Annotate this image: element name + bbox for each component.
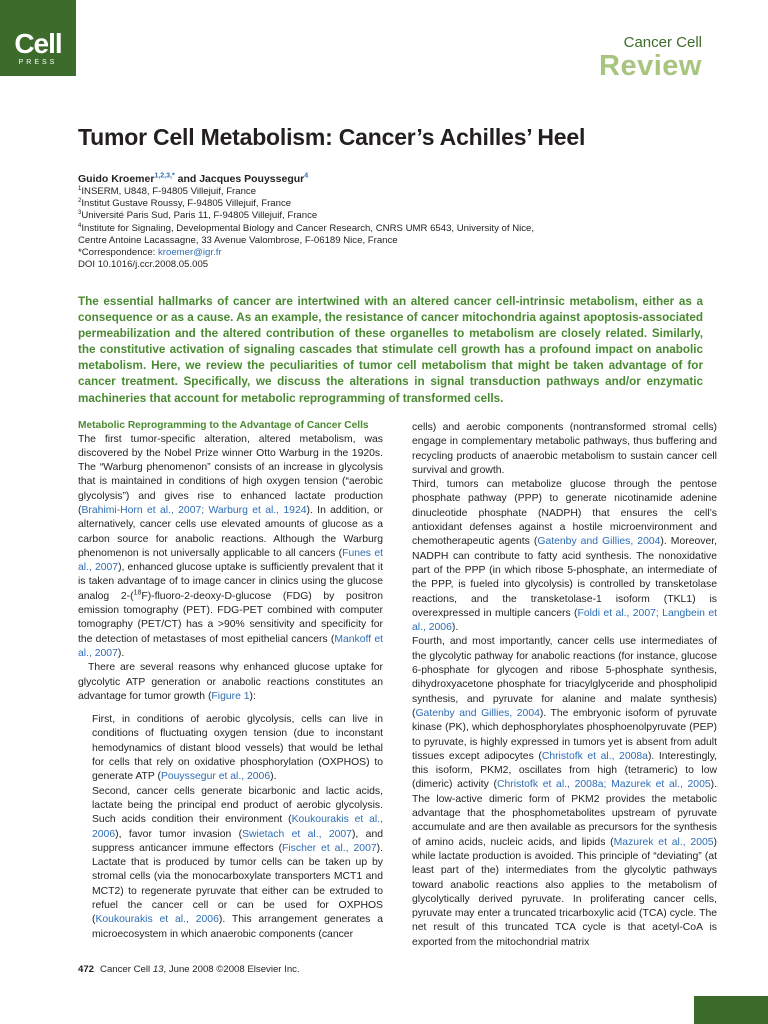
- affil-marker: 4: [78, 222, 82, 229]
- reference-link[interactable]: Christofk et al., 2008a: [541, 750, 648, 762]
- affil-marker: 2: [78, 198, 82, 205]
- reference-link[interactable]: Fischer et al., 2007: [282, 842, 377, 854]
- reference-link[interactable]: Foldi et al., 2007; Langbein et al., 2006: [412, 607, 717, 634]
- logo-cell-text: Cell: [14, 28, 62, 59]
- footer-journal: Cancer Cell: [100, 964, 151, 975]
- paragraph: The first tumor-specific alteration, altered metabolism, was discovered by the Nobel Prize winner Otto Warburg in the 1920s. The “Warburg phenomenon” consists of an increase in glycolysis that is maintained in conditions of high oxygen tension (“aerobic glycolysis”) and gives rise to enhanced lactate production (Brahimi-Horn et al., 2007; Warburg et al., 1924). In addition, or alternatively, cancer cells use elevated amounts of glucose as a carbon source for anabolic reactions. Although the Warburg phenomenon is not universally applicable to all cancers (Funes et al., 2007), enhanced glucose uptake is sufficiently prevalent that it is taken advantage of to image cancer in clinics using the glucose analog 2-($^{18}$F)-fluoro-2-deoxy-D-glucose (FDG) by positron emission tomography (PET). FDG-PET combined with computer tomography (PET/CT) has a >90% sensitivity and specificity for the detection of metastases of most epithelial cancers (Mankoff et al., 2007).: [78, 433, 384, 659]
- correspondence-label: *Correspondence:: [78, 247, 158, 259]
- abstract: The essential hallmarks of cancer are intertwined with an altered cancer cell-intrinsic metabolism, either as a consequence or as a cause. As an example, the resistance of cancer mitochondria against apoptosis-associated permeabilization and the altered contribution of these organelles to metabolism are closely related. Similarly, the constitutive activation of signaling cascades that stimulate cell growth has a profound impact on anabolic metabolism. Here, we review the peculiarities of tumor cell metabolism that might be taken advantage of for cancer treatment. Specifically, we discuss the alterations in signal transduction pathways and/or enzymatic machineries that account for metabolic reprogramming of transformed cells.: [78, 295, 703, 405]
- cell-press-logo: [0, 0, 76, 76]
- author-kroemer-affil: 1,2,3,*: [154, 172, 175, 180]
- affil-text: INSERM, U848, F-94805 Villejuif, France: [81, 186, 257, 197]
- paragraph: Third, tumors can metabolize glucose through the pentose phosphate pathway (PPP) to generate nicotinamide adenine dinucleotide phosphate (NADPH) that ensures the cell’s antioxidant defenses against a hostile microenvironment and chemotherapeutic agents (Gatenby and Gillies, 2004). Moreover, NADPH can contribute to fatty acid synthesis. The nonoxidative part of the PPP (in which ribose 5-phosphate, an intermediate of the PPP, is fueled into glycolysis) is controlled by transketolase reactions, and the transketolase-1 isoform (TKL1) is overexpressed in multiple cancers (Foldi et al., 2007; Langbein et al., 2006).: [412, 479, 717, 634]
- reference-link[interactable]: Christofk et al., 2008a; Mazurek et al., 2005: [497, 779, 711, 791]
- affil-marker: 3: [78, 210, 82, 217]
- affiliation-line: [78, 186, 534, 198]
- reference-link[interactable]: Koukourakis et al., 2006: [95, 914, 219, 926]
- affiliation-line: [78, 223, 534, 235]
- affil-text: Université Paris Sud, Paris 11, F-94805 Villejuif, France: [81, 210, 318, 222]
- affil-text: Institut Gustave Roussy, F-94805 Villejuif, France: [81, 198, 292, 210]
- reference-link[interactable]: Gatenby and Gillies, 2004: [415, 707, 540, 719]
- affil-marker: 1: [78, 185, 82, 192]
- correspondence-email-link[interactable]: kroemer@igr.fr: [158, 247, 222, 259]
- footer-date: , June 2008 ©2008 Elsevier Inc.: [163, 964, 300, 975]
- affiliation-line: [78, 235, 534, 247]
- reference-link[interactable]: Pouyssegur et al., 2006: [160, 771, 271, 783]
- page-number: 472: [78, 964, 95, 975]
- affil-text: Institute for Signaling, Developmental Biology and Cancer Research, CNRS UMR 6543, University of Nice,: [81, 222, 535, 234]
- reasons-block: [78, 713, 383, 942]
- author-kroemer: Guido Kroemer: [78, 173, 155, 185]
- paragraph: cells) and aerobic components (nontransformed stromal cells) engage in complementary metabolic pathways, thus buffering and recycling products of anaerobic metabolism to sustain cancer cell survival and growth.: [412, 422, 717, 476]
- reference-link[interactable]: Funes et al., 2007: [78, 547, 383, 574]
- right-column: [412, 421, 717, 950]
- figure-link[interactable]: Figure 1: [211, 690, 250, 702]
- reference-link[interactable]: Koukourakis et al., 2006: [92, 814, 383, 840]
- article-title: Tumor Cell Metabolism: Cancer’s Achilles’ Heel: [78, 124, 586, 150]
- affil-text: Centre Antoine Lacassagne, 33 Avenue Valombrose, F-06189 Nice, France: [78, 234, 398, 246]
- reference-link[interactable]: Gatenby and Gillies, 2004: [537, 536, 661, 548]
- paragraph: First, in conditions of aerobic glycolysis, cells can live in conditions of fluctuating oxygen tension (due to inconstant hemodynamics of distant blood vessels) that would be lethal for cells that rely on oxidative phosphorylation (OXPHOS) to generate ATP (Pouyssegur et al., 2006).: [92, 714, 383, 783]
- correspondence: [78, 247, 534, 259]
- affiliation-line: [78, 198, 534, 210]
- reference-link[interactable]: Mazurek et al., 2005: [613, 836, 714, 848]
- author-pouyssegur-affil: 4: [304, 172, 309, 180]
- author-pouyssegur: and Jacques Pouyssegur: [174, 173, 305, 185]
- logo-press-text: PRESS: [18, 59, 58, 66]
- journal-name: Cancer Cell: [623, 34, 702, 51]
- reference-link[interactable]: Mankoff et al., 2007: [78, 633, 384, 659]
- section-label: Review: [599, 50, 702, 82]
- doi: DOI 10.1016/j.ccr.2008.05.005: [78, 259, 209, 271]
- paragraph: Fourth, and most importantly, cancer cells use intermediates of the glycolytic pathway for anabolic reactions (for instance, glucose 6-phosphate for glycogen and ribose 5-phosphate synthesis, dihydroxyacetone phosphate for triacylglyceride and phospholipid synthesis, and pyruvate for alanine and malate synthesis) (Gatenby and Gillies, 2004). The embryonic isoform of pyruvate kinase (PK), which dephosphorylates phosphoenolpyruvate (PEP) to pyruvate, is highly expressed in tumors yet is absent from adult tissues except adipocytes (Christofk et al., 2008a). Interestingly, this isoform, PKM2, oscillates from high (tetrameric) to low (dimeric) activity (Christofk et al., 2008a; Mazurek et al., 2005). The low-active dimeric form of PKM2 provides the metabolic advantage that the phosphometabolites upstream of pyruvate accumulate and are then available as precursors for the synthesis of amino acids, nucleic acids, and lipids (Mazurek et al., 2005) while lactate production is avoided. This principle of “deviating” (at least part of the) intermediates from the glycolytic pathways toward anabolic reactions also applies to the metabolism of glycolytically derived pyruvate. In proliferating cancer cells, pyruvate may enter a truncated tricarboxylic acid (TCA) cycle. The net result of this truncated TCA cycle is that acetyl-CoA is exported from the mitochondrial matrix: [412, 636, 718, 948]
- affiliations: [78, 186, 534, 271]
- author-line: [78, 173, 308, 185]
- affiliation-line: [78, 210, 534, 222]
- paragraph: Second, cancer cells generate bicarbonic and lactic acids, lactate being the principal end product of aerobic glycolysis. Such acids condition their environment (Koukourakis et al., 2006), favor tumor invasion (Swietach et al., 2007), and suppress anticancer immune effectors (Fischer et al., 2007). Lactate that is produced by tumor cells can be taken up by stromal cells (via the monocarboxylate transporters MCT1 and MCT2) to regenerate pyruvate that either can be extruded to refuel the cancer cell or can be used for OXPHOS (Koukourakis et al., 2006). This arrangement generates a microecosystem in which anaerobic components (cancer: [92, 785, 384, 940]
- footer-volume: 13: [152, 964, 164, 975]
- left-column: [78, 420, 383, 942]
- paragraph: There are several reasons why enhanced glucose uptake for glycolytic ATP generation or anabolic reactions constitutes an advantage for tumor growth (Figure 1):: [78, 662, 383, 702]
- page-footer: [78, 964, 300, 975]
- section-heading: Metabolic Reprogramming to the Advantage of Cancer Cells: [78, 420, 369, 431]
- corner-tab: [694, 996, 768, 1024]
- reference-link[interactable]: Swietach et al., 2007: [242, 828, 352, 840]
- reference-link[interactable]: Brahimi-Horn et al., 2007; Warburg et al., 1924: [81, 504, 307, 516]
